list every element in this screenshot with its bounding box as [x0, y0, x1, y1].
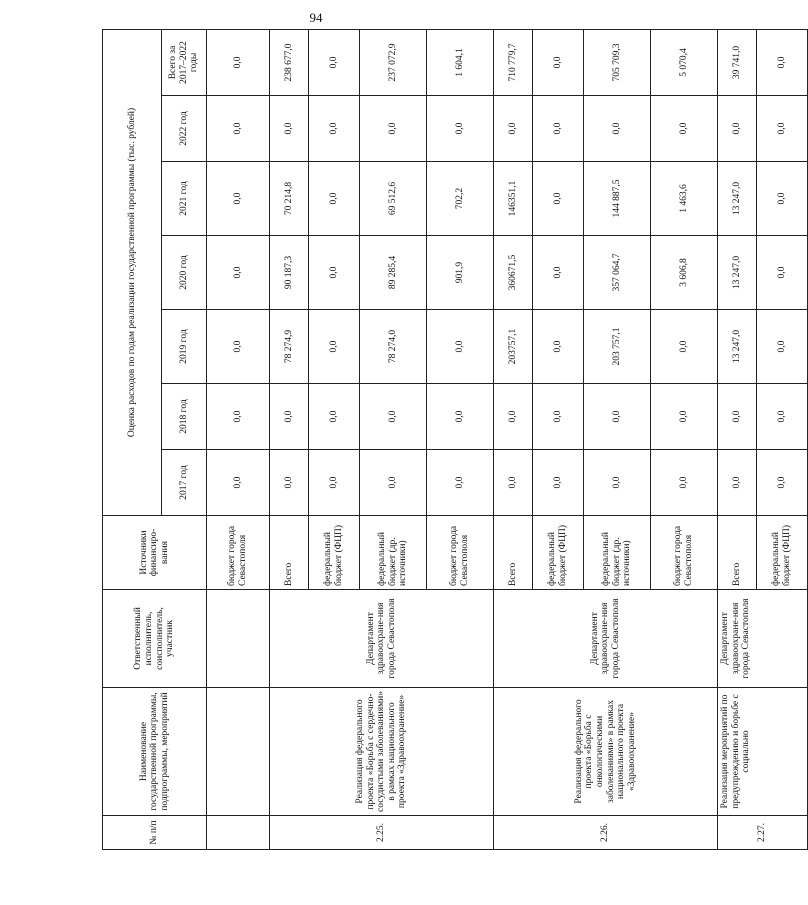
table-row [270, 29, 309, 849]
cell-value: 0,0 [533, 96, 584, 162]
cell-name: Реализация федерального проекта «Борьба с онкологическими заболеваниями» в рамках национального проекта «Здравоохранение» [494, 688, 718, 816]
cell-executor: Департамент здравоохране-ния города Севастополя [718, 590, 808, 688]
cell-source: федеральный бюджет (др. источники) [360, 516, 427, 590]
cell-value: 901,9 [427, 236, 494, 310]
cell-value: 0,0 [533, 236, 584, 310]
cell-value: 5 070,4 [651, 29, 718, 95]
cell-value: 0,0 [533, 450, 584, 516]
cell-value: 0,0 [584, 450, 651, 516]
cell-value: 0,0 [309, 450, 360, 516]
table-row [494, 29, 533, 849]
cell-value: 0,0 [309, 162, 360, 236]
cell-value: 0,0 [757, 162, 808, 236]
cell-value: 13 247,0 [718, 310, 757, 384]
cell-value: 0,0 [427, 384, 494, 450]
cell-source: бюджет города Севастополя [427, 516, 494, 590]
cell-value: 0,0 [427, 96, 494, 162]
cell-value: 203757,1 [494, 310, 533, 384]
cell-value: 3 606,8 [651, 236, 718, 310]
cell-value: 144 887,5 [584, 162, 651, 236]
header-year-2020: 2020 год [162, 236, 207, 310]
cell-value: 0,0 [207, 96, 270, 162]
cell-value: 0,0 [494, 450, 533, 516]
cell-value: 0,0 [651, 96, 718, 162]
cell-source: Всего [718, 516, 757, 590]
cell-value: 0,0 [718, 96, 757, 162]
cell-empty [207, 688, 270, 816]
cell-name: Реализация федерального проекта «Борьба с сердечно-сосудистыми заболеваниями» в рамках национального проекта «Здравоохранение» [270, 688, 494, 816]
cell-value: 13 247,0 [718, 236, 757, 310]
cell-value: 0,0 [207, 310, 270, 384]
cell-value: 203 757,1 [584, 310, 651, 384]
header-name: Наименование государственной программы, подпрограммы, мероприятий [103, 688, 207, 816]
cell-value: 0,0 [533, 384, 584, 450]
cell-source: федеральный бюджет (ФЦП) [309, 516, 360, 590]
cell-value: 0,0 [360, 96, 427, 162]
cell-empty [207, 816, 270, 850]
cell-value: 0,0 [207, 450, 270, 516]
table-row [207, 29, 270, 849]
cell-value: 702,2 [427, 162, 494, 236]
cell-value: 0,0 [270, 96, 309, 162]
header-row-1 [103, 29, 162, 849]
cell-value: 0,0 [757, 450, 808, 516]
cell-value: 0,0 [207, 162, 270, 236]
cell-value: 13 247,0 [718, 162, 757, 236]
cell-value: 0,0 [651, 310, 718, 384]
cell-executor: Департамент здравоохране-ния города Севастополя [270, 590, 494, 688]
header-no: № п/п [103, 816, 207, 850]
cell-value: 0,0 [270, 384, 309, 450]
cell-value: 0,0 [651, 384, 718, 450]
page-number: 94 [309, 10, 323, 25]
cell-value: 0,0 [309, 96, 360, 162]
cell-name: Реализация мероприятий по предупреждению и борьбе с социально [718, 688, 808, 816]
cell-value: 237 072,9 [360, 29, 427, 95]
cell-value: 0,0 [360, 384, 427, 450]
cell-value: 0,0 [718, 450, 757, 516]
rotated-table-container [102, 30, 792, 850]
cell-source: федеральный бюджет (ФЦП) [757, 516, 808, 590]
cell-value: 0,0 [207, 236, 270, 310]
cell-value: 0,0 [718, 384, 757, 450]
header-total: Всего за 2017–2022 годы [162, 29, 207, 95]
cell-value: 705 709,3 [584, 29, 651, 95]
cell-value: 69 512,6 [360, 162, 427, 236]
header-year-2017: 2017 год [162, 450, 207, 516]
cell-value: 357 064,7 [584, 236, 651, 310]
header-source: Источники финансиро-вания [103, 516, 207, 590]
cell-value: 0,0 [270, 450, 309, 516]
cell-value: 0,0 [309, 236, 360, 310]
cell-value: 0,0 [757, 310, 808, 384]
cell-value: 146351,1 [494, 162, 533, 236]
cell-value: 78 274,0 [360, 310, 427, 384]
header-estimate: Оценка расходов по годам реализации государственной программы (тыс. рублей) [103, 29, 162, 515]
cell-value: 0,0 [533, 310, 584, 384]
cell-value: 78 274,9 [270, 310, 309, 384]
header-year-2022: 2022 год [162, 96, 207, 162]
cell-value: 238 677,0 [270, 29, 309, 95]
budget-table [102, 29, 808, 850]
cell-value: 0,0 [309, 29, 360, 95]
cell-value: 1 463,6 [651, 162, 718, 236]
cell-value: 0,0 [494, 384, 533, 450]
cell-value: 360671,5 [494, 236, 533, 310]
cell-source: бюджет города Севастополя [651, 516, 718, 590]
cell-value: 0,0 [757, 384, 808, 450]
cell-value: 0,0 [309, 384, 360, 450]
cell-value: 0,0 [309, 310, 360, 384]
cell-source: Всего [494, 516, 533, 590]
header-year-2021: 2021 год [162, 162, 207, 236]
cell-value: 0,0 [584, 96, 651, 162]
cell-value: 0,0 [427, 450, 494, 516]
cell-source: Всего [270, 516, 309, 590]
cell-value: 39 741,0 [718, 29, 757, 95]
cell-value: 0,0 [757, 29, 808, 95]
cell-value: 0,0 [427, 310, 494, 384]
cell-no: 2.25. [270, 816, 494, 850]
cell-value: 90 187,3 [270, 236, 309, 310]
cell-value: 0,0 [207, 29, 270, 95]
cell-value: 89 285,4 [360, 236, 427, 310]
cell-value: 0,0 [494, 96, 533, 162]
cell-value: 0,0 [360, 450, 427, 516]
cell-source: бюджет города Севастополя [207, 516, 270, 590]
cell-value: 0,0 [533, 29, 584, 95]
cell-empty [207, 590, 270, 688]
header-executor: Ответственный исполнитель, соисполнитель, участник [103, 590, 207, 688]
cell-value: 0,0 [757, 96, 808, 162]
cell-no: 2.26. [494, 816, 718, 850]
cell-executor: Департамент здравоохране-ния города Севастополя [494, 590, 718, 688]
header-year-2019: 2019 год [162, 310, 207, 384]
cell-source: федеральный бюджет (др. источники) [584, 516, 651, 590]
cell-value: 0,0 [651, 450, 718, 516]
cell-value: 0,0 [757, 236, 808, 310]
table-row [718, 29, 757, 849]
cell-value: 0,0 [207, 384, 270, 450]
cell-value: 1 604,1 [427, 29, 494, 95]
cell-value: 0,0 [533, 162, 584, 236]
header-year-2018: 2018 год [162, 384, 207, 450]
cell-value: 0,0 [584, 384, 651, 450]
cell-value: 70 214,8 [270, 162, 309, 236]
cell-no: 2.27. [718, 816, 808, 850]
cell-value: 710 779,7 [494, 29, 533, 95]
cell-source: федеральный бюджет (ФЦП) [533, 516, 584, 590]
